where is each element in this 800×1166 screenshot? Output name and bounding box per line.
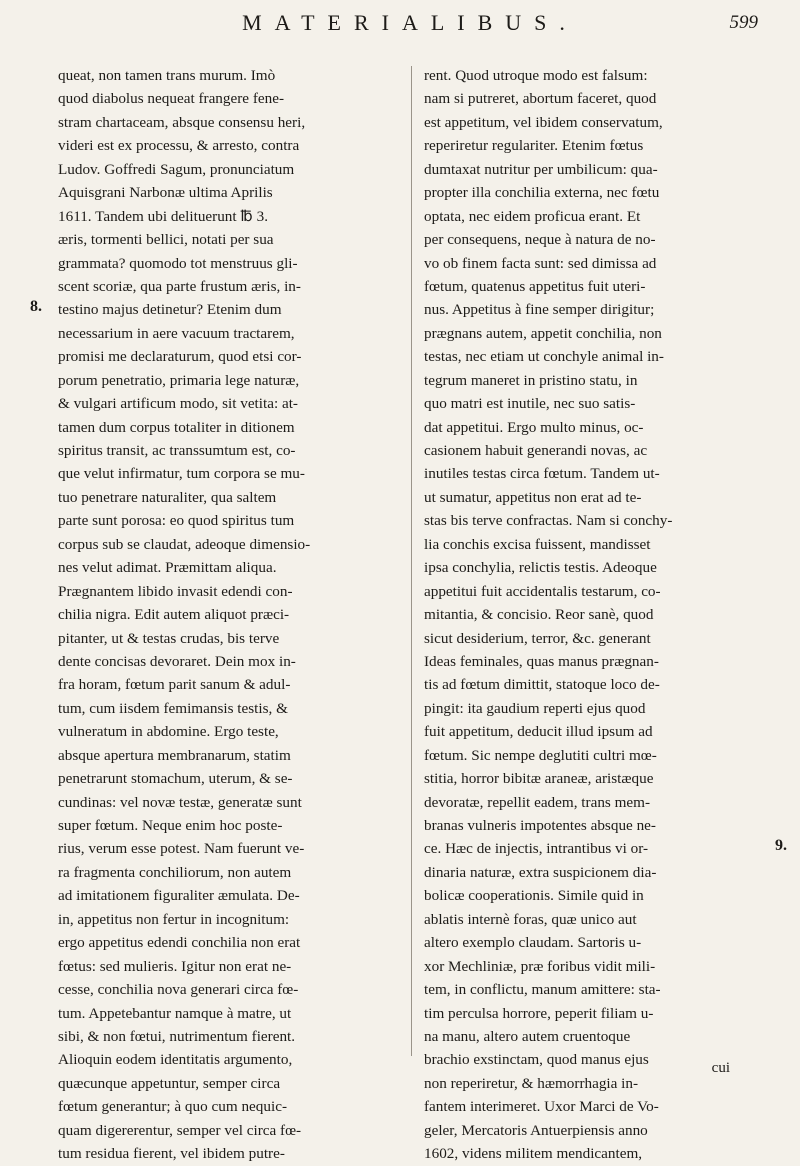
text-line: Ludov. Goffredi Sagum, pronunciatum [58,160,295,178]
text-line: Alioquin eodem identitatis argumento, [58,1051,293,1069]
text-line: ipsa conchylia, relictis testis. Adeoque [424,559,657,577]
text-line: corpus sub se claudat, adeoque dimensio- [58,535,311,553]
text-line: & vulgari artificum modo, sit vetita: at- [58,395,298,413]
text-line: tegrum maneret in pristino statu, in [424,371,638,389]
text-line: fœtum generantur; à quo cum nequic- [58,1098,287,1116]
text-line: pingit: ita gaudium reperti ejus quod [424,699,646,717]
text-line: stas bis terve confractas. Nam si conchy- [424,512,673,530]
text-line: xor Mechliniæ, præ foribus vidit mili- [424,957,656,975]
text-line: nam si putreret, abortum faceret, quod [424,90,657,108]
margin-note-left: 8. [30,298,42,315]
text-line: quo matri est inutile, nec suo satis- [424,395,636,413]
column-divider [411,66,412,1056]
text-line: brachio exstinctam, quod manus ejus [424,1051,649,1069]
text-line: tum residua fierent, vel ibidem putre- [58,1145,285,1163]
text-line: tum. Appetebantur namque à matre, ut [58,1004,292,1022]
page-number: 599 [729,12,758,33]
text-line: quam digererentur, semper vel circa fœ- [58,1121,302,1139]
text-line: est appetitum, vel ibidem conservatum, [424,113,663,131]
text-line: fantem interimeret. Uxor Marci de Vo- [424,1098,659,1116]
text-line: pitanter, ut & testas crudas, bis terve [58,629,280,647]
text-line: Prægnantem libido invasit edendi con- [58,582,293,600]
text-line: ad imitationem figuraliter æmulata. De- [58,887,300,905]
text-line: tim perculsa horrore, peperit filiam u- [424,1004,654,1022]
running-head: MATERIALIBUS. [242,10,578,35]
text-line: fœtus: sed mulieris. Igitur non erat ne- [58,957,292,975]
text-line: fuit appetitum, deducit illud ipsum ad [424,723,653,741]
text-line: 1602, videns militem mendicantem, [424,1145,643,1163]
text-line: bolicæ cooperationis. Simile quid in [424,887,644,905]
text-line: nes velut adimat. Præmittam aliqua. [58,559,277,577]
text-line: sicut desiderium, terror, &c. generant [424,629,651,647]
text-line: Ideas feminales, quas manus prægnan- [424,652,659,670]
text-line: cundinas: vel novæ testæ, generatæ sunt [58,793,302,811]
text-line: per consequens, neque à natura de no- [424,231,656,249]
text-line: ra fragmenta conchiliorum, non autem [58,863,292,881]
text-line: fra horam, fœtum parit sanum & adul- [58,676,291,694]
text-line: vulneratum in abdomine. Ergo teste, [58,723,279,741]
text-line: super fœtum. Neque enim hoc poste- [58,817,283,834]
text-line: ablatis internè foras, quæ unico aut [424,910,637,928]
text-line: non reperiretur, & hæmorrhagia in- [424,1074,639,1092]
text-line: dinaria naturæ, extra suspicionem dia- [424,863,657,881]
text-line: dente concisas devoraret. Dein mox in- [58,652,296,670]
text-line: tum, cum iisdem femimansis testis, & [58,699,288,717]
text-line: æris, tormenti bellici, notati per sua [58,231,274,249]
text-line: Aquisgrani Narbonæ ultima Aprilis [58,184,273,202]
text-line: fœtum, quatenus appetitus fuit uteri- [424,277,646,295]
text-line: geler, Mercatoris Antuerpiensis anno [424,1121,648,1139]
catchword: cui [711,1060,730,1076]
text-line: spiritus transit, ac transsumtum est, co- [58,442,296,459]
text-line: rius, verum esse potest. Nam fuerunt ve- [58,840,305,858]
text-line: que velut infirmatur, tum corpora se mu- [58,465,305,483]
text-line: branas vulneris impotentes absque ne- [424,817,656,834]
text-line: in, appetitus non fertur in incognitum: [58,910,290,928]
text-line: inutiles testas circa fœtum. Tandem ut- [424,465,660,483]
text-line: porum penetratio, primaria lege naturæ, [58,371,300,389]
text-line: tamen dum corpus totaliter in ditionem [58,418,295,436]
text-line: optata, nec eidem proficua erant. Et [424,207,641,225]
text-line: parte sunt porosa: eo quod spiritus tum [58,512,295,530]
text-line: scent scoriæ, qua parte frustum æris, in- [58,277,301,295]
text-line: ut sumatur, appetitus non erat ad te- [424,488,642,506]
text-line: queat, non tamen trans murum. Imò [58,67,276,84]
text-line: quæcunque appetuntur, semper circa [58,1074,281,1092]
text-line: fœtum. Sic nempe deglutiti cultri mœ- [424,746,657,764]
text-line: reperiretur regulariter. Etenim fœtus [424,137,644,155]
text-line: na manu, altero autem cruentoque [424,1027,631,1045]
text-line: quod diabolus nequeat frangere fene- [58,90,285,108]
text-line: dat appetitui. Ergo multo minus, oc- [424,418,644,436]
text-line: necessarium in aere vacuum tractarem, [58,324,295,342]
text-line: dumtaxat nutritur per umbilicum: qua- [424,160,658,178]
text-line: mitantia, & concisio. Reor sanè, quod [424,606,654,624]
text-line: lia conchis excisa fuissent, mandisset [424,535,651,553]
text-line: testas, nec etiam ut conchyle animal in- [424,348,664,366]
text-line: cesse, conchilia nova generari circa fœ- [58,981,299,999]
text-line: penetrarunt stomachum, uterum, & se- [58,770,293,788]
text-line: sibi, & non fœtui, nutrimentum fierent. [58,1027,296,1045]
text-line: tem, in conflictu, manum amittere: sta- [424,981,661,999]
text-line: nus. Appetitus à fine semper dirigitur; [424,301,655,319]
text-line: testino majus detinetur? Etenim dum [58,301,282,319]
left-column [58,64,396,1166]
text-line: prægnans autem, appetit conchilia, non [424,324,662,342]
text-line: devoratæ, repellit eadem, trans mem- [424,793,651,811]
text-line: grammata? quomodo tot menstruus gli- [58,254,298,272]
text-line: stitia, horror bibitæ araneæ, aristæque [424,770,654,788]
text-line: vo ob finem facta sunt: sed dimissa ad [424,254,657,272]
text-line: chilia nigra. Edit autem aliquot præci- [58,606,290,624]
text-line: absque apertura membranarum, statim [58,746,291,764]
text-line: rent. Quod utroque modo est falsum: [424,67,648,84]
text-line: casionem habuit generandi novas, ac [424,442,648,459]
text-line: videri est ex processu, & arresto, contra [58,137,300,155]
text-line: appetitui fuit accidentalis testarum, co- [424,582,661,600]
text-line: stram chartaceam, absque consensu heri, [58,113,306,131]
text-line: ergo appetitus edendi conchilia non erat [58,934,301,952]
margin-note-right: 9. [775,837,787,854]
text-line: promisi me declaraturum, quod etsi cor- [58,348,302,366]
text-line: altero exemplo claudam. Sartoris u- [424,934,642,952]
text-line: propter illa conchilia externa, nec fœtu [424,184,660,202]
text-line: tuo penetrare naturaliter, qua saltem [58,488,277,506]
text-line: tis ad fœtum dimittit, statoque loco de- [424,676,660,694]
page-header [0,10,800,50]
text-line: 1611. Tandem ubi delituerunt ℔ 3. [58,207,269,225]
right-column [424,64,762,1166]
text-line: ce. Hæc de injectis, intrantibus vi or- [424,840,649,858]
